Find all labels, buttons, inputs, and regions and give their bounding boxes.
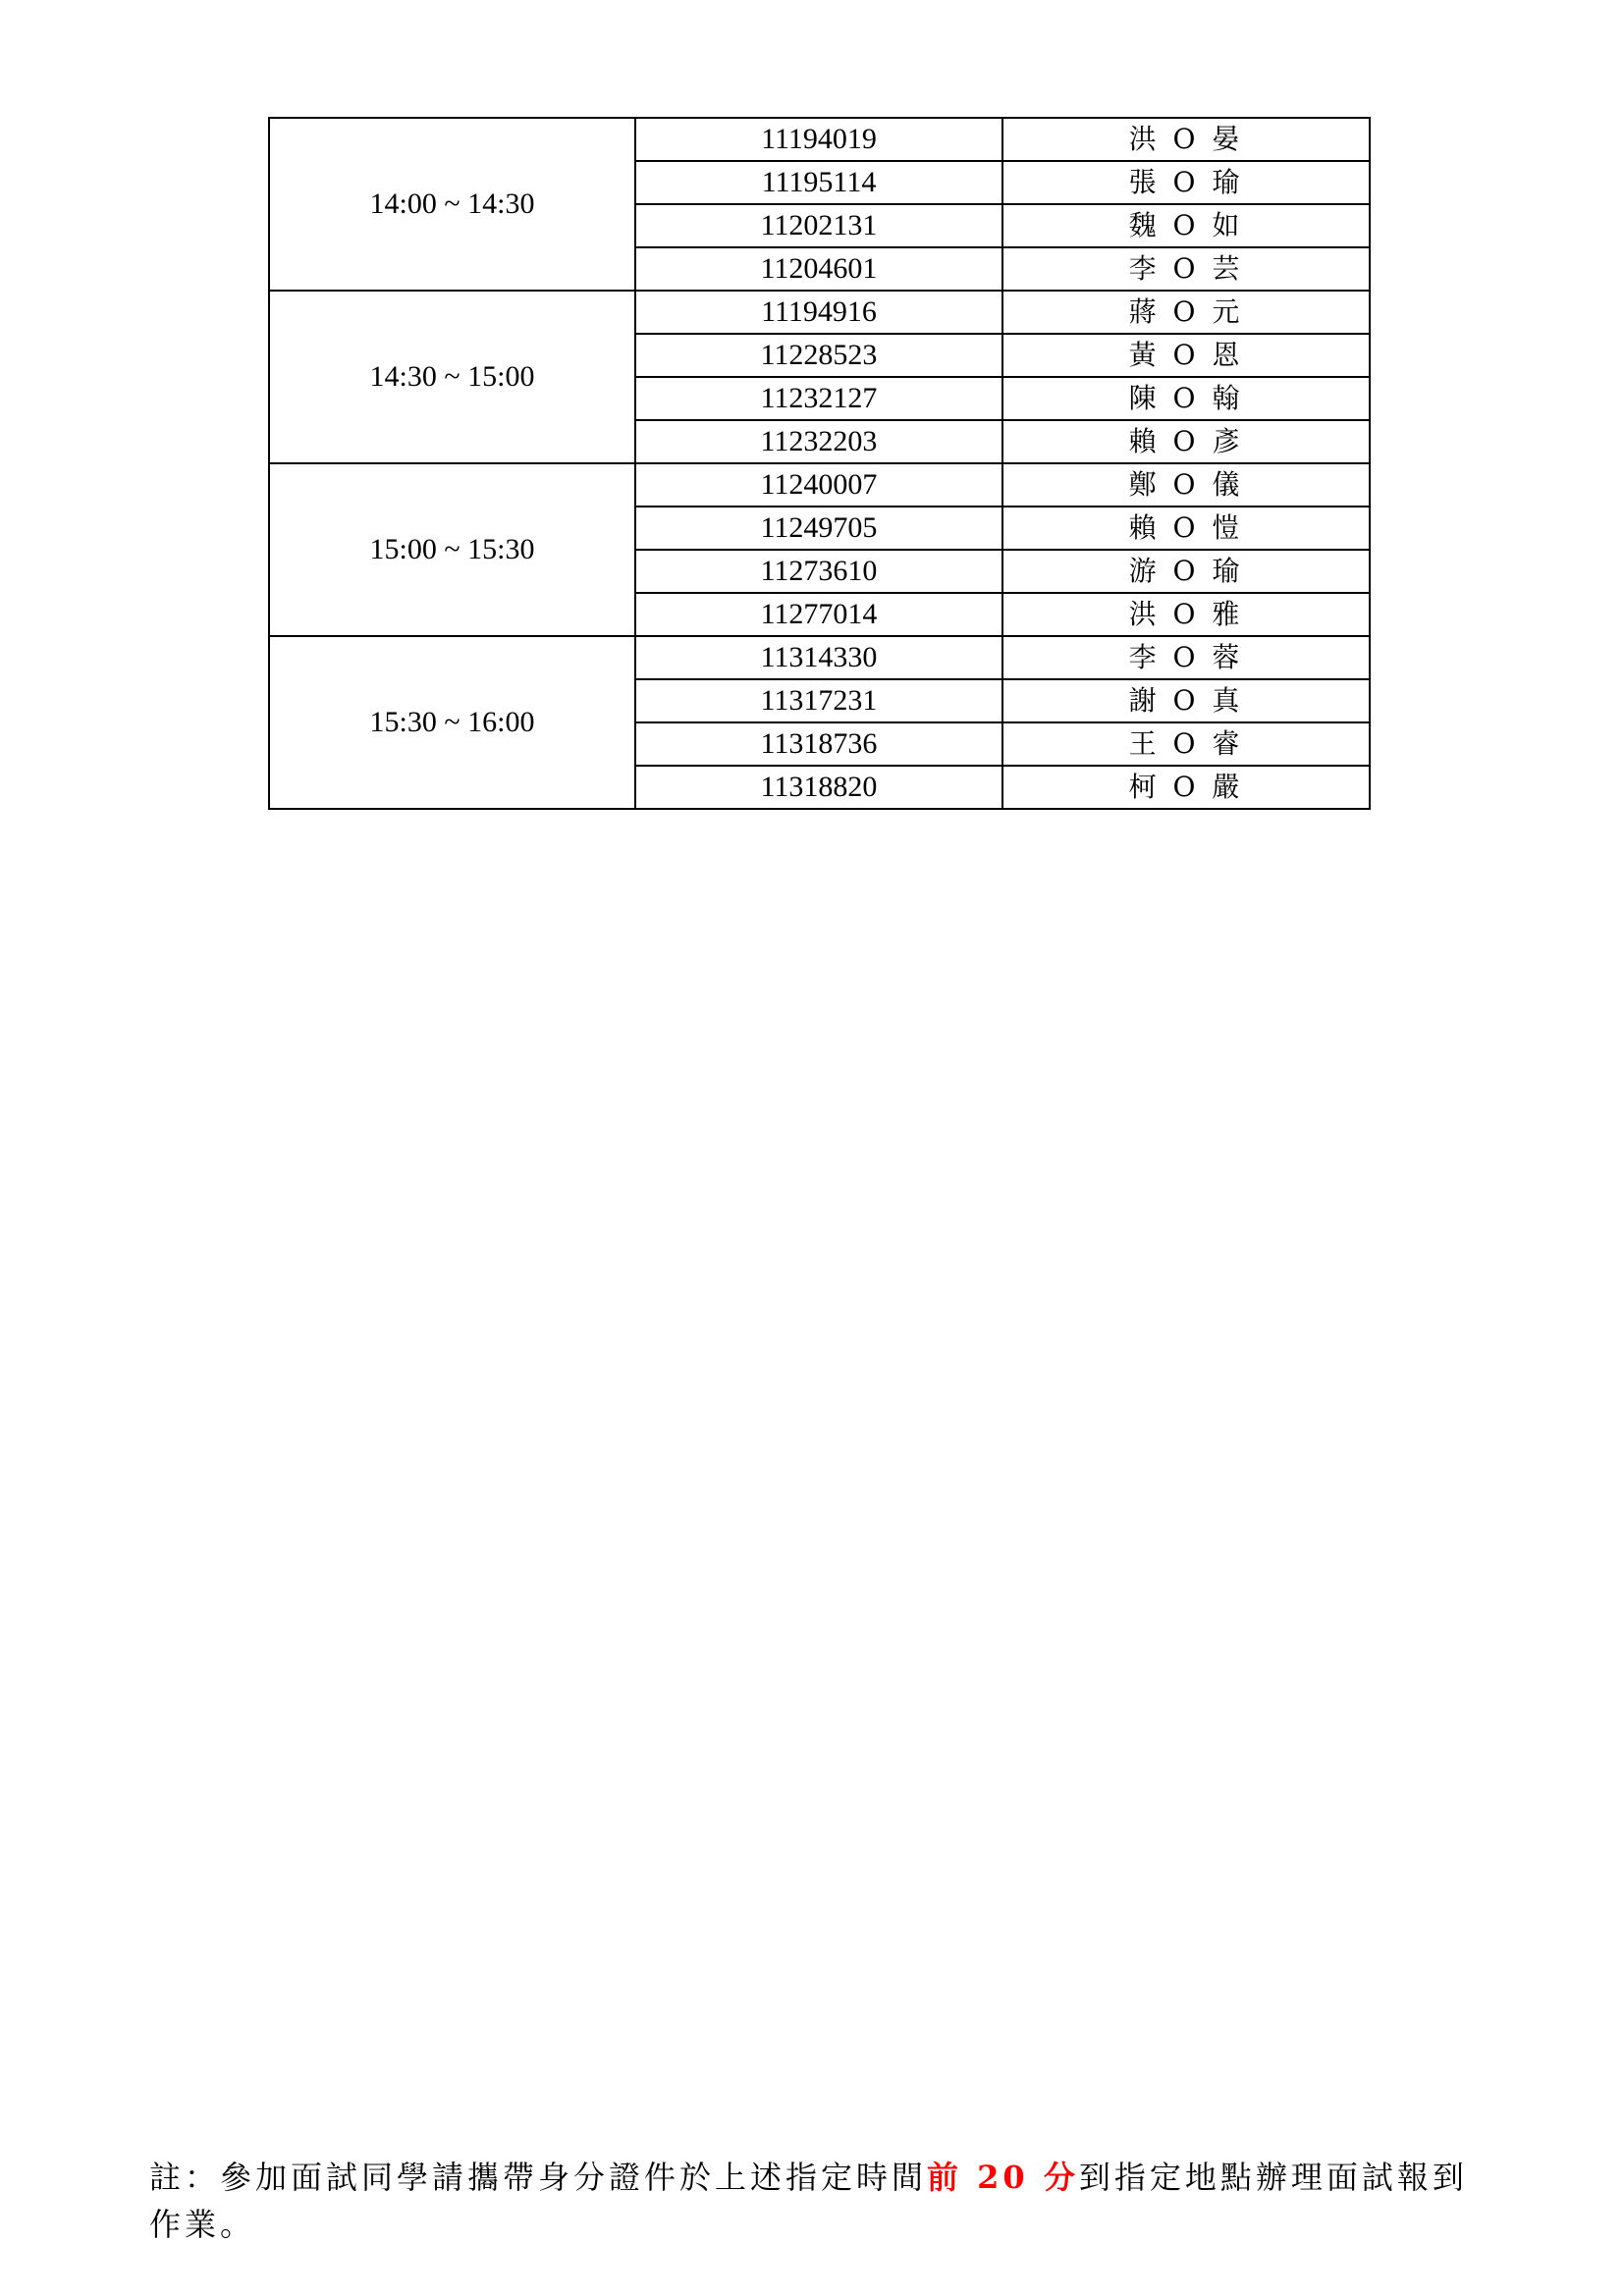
footnote-highlight: 前 20 分: [927, 2159, 1079, 2196]
student-name-cell: 賴 O 愷: [1002, 507, 1370, 550]
student-id-cell: 11240007: [635, 463, 1002, 507]
student-name-cell: 李 O 芸: [1002, 247, 1370, 291]
student-name-cell: 陳 O 翰: [1002, 377, 1370, 420]
student-id-cell: 11317231: [635, 679, 1002, 722]
table-row: [269, 463, 1370, 507]
time-slot-cell: 14:00 ~ 14:30: [269, 118, 635, 291]
student-name-cell: 游 O 瑜: [1002, 550, 1370, 593]
interview-schedule-table: [268, 117, 1371, 810]
student-name-cell: 鄭 O 儀: [1002, 463, 1370, 507]
student-name-cell: 蔣 O 元: [1002, 291, 1370, 334]
student-name-cell: 柯 O 嚴: [1002, 766, 1370, 809]
student-name-cell: 李 O 蓉: [1002, 636, 1370, 679]
student-name-cell: 黃 O 恩: [1002, 334, 1370, 377]
table-row: [269, 291, 1370, 334]
time-slot-cell: 15:00 ~ 15:30: [269, 463, 635, 636]
student-id-cell: 11232203: [635, 420, 1002, 463]
footnote: [149, 2154, 1494, 2248]
table-row: [269, 636, 1370, 679]
table-row: [269, 118, 1370, 161]
student-name-cell: 賴 O 彥: [1002, 420, 1370, 463]
student-id-cell: 11314330: [635, 636, 1002, 679]
student-id-cell: 11194019: [635, 118, 1002, 161]
student-name-cell: 洪 O 雅: [1002, 593, 1370, 636]
student-id-cell: 11232127: [635, 377, 1002, 420]
student-name-cell: 張 O 瑜: [1002, 161, 1370, 204]
student-id-cell: 11228523: [635, 334, 1002, 377]
footnote-text-after: 到指定地點辦理面試報到作業。: [149, 2159, 1468, 2243]
footnote-text-before: 註：參加面試同學請攜帶身分證件於上述指定時間: [149, 2159, 928, 2196]
student-id-cell: 11204601: [635, 247, 1002, 291]
student-name-cell: 謝 O 真: [1002, 679, 1370, 722]
student-name-cell: 王 O 睿: [1002, 722, 1370, 766]
student-id-cell: 11249705: [635, 507, 1002, 550]
student-name-cell: 魏 O 如: [1002, 204, 1370, 247]
student-name-cell: 洪 O 晏: [1002, 118, 1370, 161]
student-id-cell: 11273610: [635, 550, 1002, 593]
schedule-table-body: [269, 118, 1370, 809]
student-id-cell: 11195114: [635, 161, 1002, 204]
student-id-cell: 11318736: [635, 722, 1002, 766]
student-id-cell: 11202131: [635, 204, 1002, 247]
time-slot-cell: 15:30 ~ 16:00: [269, 636, 635, 809]
student-id-cell: 11277014: [635, 593, 1002, 636]
student-id-cell: 11318820: [635, 766, 1002, 809]
time-slot-cell: 14:30 ~ 15:00: [269, 291, 635, 463]
student-id-cell: 11194916: [635, 291, 1002, 334]
